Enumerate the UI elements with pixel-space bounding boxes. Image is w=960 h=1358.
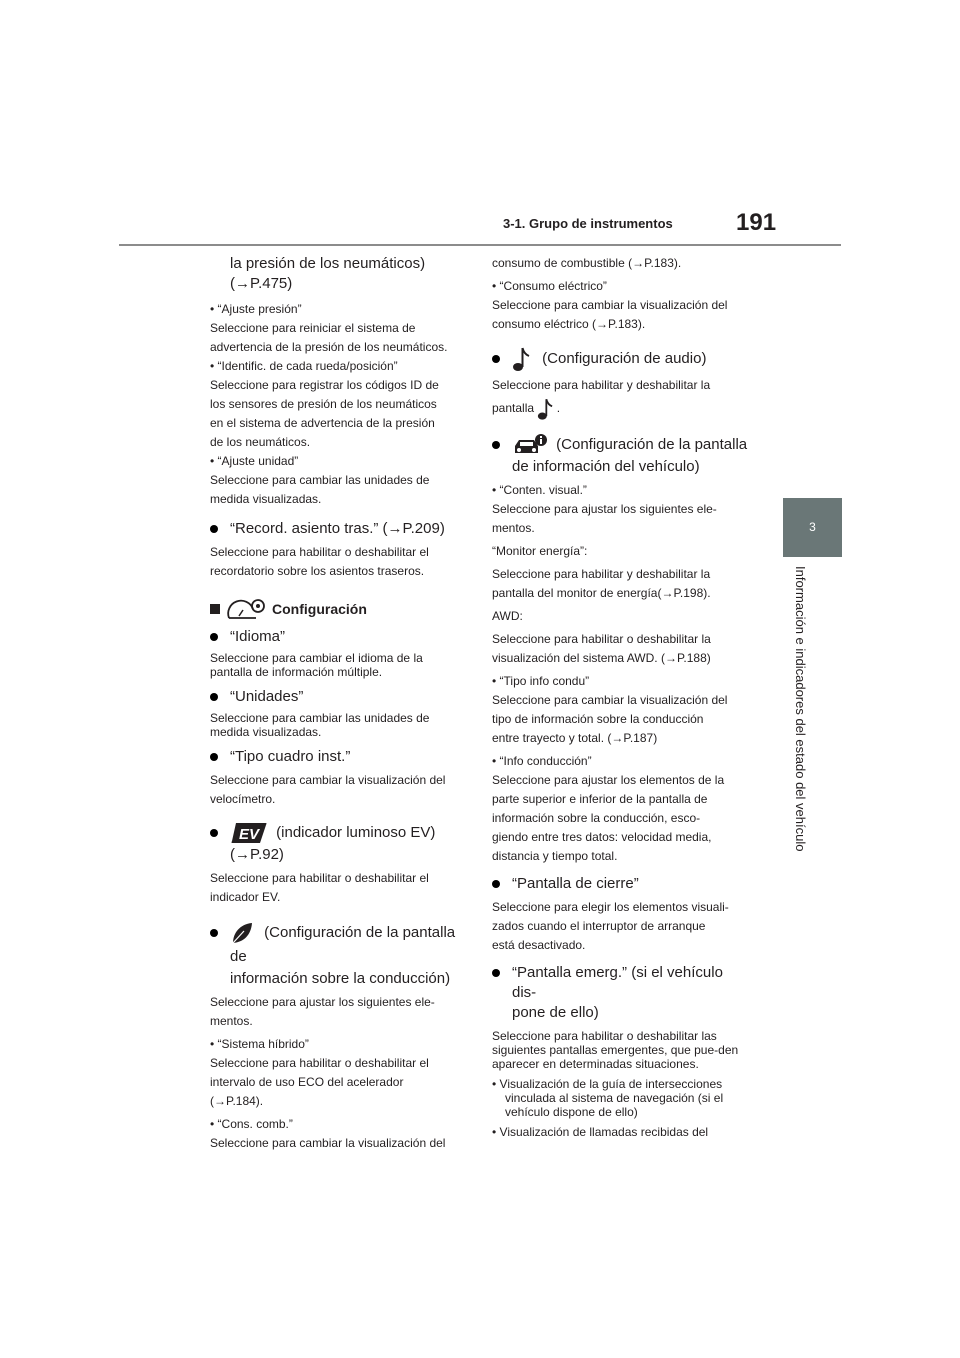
bullet-label: • “Conten. visual.”	[492, 483, 587, 498]
body-text: Seleccione para cambiar la visualización del	[210, 773, 446, 787]
body-text: Seleccione para cambiar el idioma de la pantalla de información múltiple.	[210, 651, 423, 679]
svg-text:EV: EV	[239, 826, 260, 844]
bullet-heading-ev: EV (indicador luminoso EV)	[210, 821, 468, 845]
bullet-dot-icon	[210, 929, 218, 937]
bullet-dot-icon	[492, 880, 500, 888]
bullet-dot-icon	[492, 355, 500, 363]
bullet-heading: “Tipo cuadro inst.”	[210, 747, 468, 767]
music-note-icon	[537, 397, 553, 421]
body-text: Seleccione para ajustar los elementos de la	[492, 773, 725, 788]
body-text: Seleccione para cambiar la visualización del	[210, 1136, 446, 1151]
bullet-heading-audio: (Configuración de audio)	[492, 346, 750, 372]
body-text: información sobre la conducción, esco-	[492, 811, 701, 826]
bullet-heading-cont: información sobre la conducción)	[230, 970, 451, 988]
bullet-label: • “Consumo eléctrico”	[492, 279, 607, 293]
bullet-label: • “Sistema híbrido”	[210, 1037, 309, 1052]
body-text: tipo de información sobre la conducción	[492, 712, 704, 727]
body-text: Seleccione para habilitar o deshabilitar las siguientes pantallas emergentes, que pue-den aparecer en determinadas situaciones.	[492, 1029, 739, 1072]
body-text: mentos.	[210, 1014, 253, 1029]
bullet-heading: “Record. asiento tras.” (→P.209)	[210, 519, 468, 539]
bullet-dot-icon	[210, 829, 218, 837]
body-text: Seleccione para habilitar o deshabilitar el	[210, 871, 429, 886]
body-text: Seleccione para cambiar la visualización del	[492, 298, 728, 312]
body-text: Seleccione para habilitar y deshabilitar la	[492, 567, 711, 582]
chapter-tab: 3	[783, 498, 842, 557]
right-column	[492, 254, 750, 1139]
body-text: los sensores de presión de los neumáticos	[210, 397, 437, 411]
bullet-heading-cont: de información del vehículo)	[512, 458, 700, 476]
body-text: Seleccione para cambiar la visualización del	[492, 693, 728, 708]
body-text: mentos.	[492, 521, 535, 536]
continued-heading-ref: (→P.475)	[230, 275, 293, 292]
body-text: consumo de combustible (→P.183).	[492, 256, 682, 270]
chapter-title: Información e indicadores del estado del vehículo	[793, 566, 808, 852]
bullet-heading-vehicle: (Configuración de la pantalla	[492, 433, 750, 457]
body-text: zados cuando el interruptor de arranque	[492, 919, 706, 934]
bullet-heading-ref: (→P.92)	[230, 846, 284, 864]
body-text: Seleccione para reiniciar el sistema de	[210, 321, 416, 335]
bullet-heading: “Idioma”	[210, 627, 468, 647]
sub-label: AWD:	[492, 609, 523, 624]
body-text: (→P.184).	[210, 1094, 264, 1109]
bullet-label: • “Info conducción”	[492, 754, 592, 769]
body-text: parte superior e inferior de la pantalla de	[492, 792, 708, 807]
bullet-dot-icon	[210, 633, 218, 641]
body-text: Seleccione para habilitar o deshabilitar el	[210, 545, 429, 559]
body-text: distancia y tiempo total.	[492, 849, 618, 864]
bullet-label: • Visualización de llamadas recibidas del	[492, 1125, 709, 1140]
bullet-dot-icon	[492, 441, 500, 449]
bullet-dot-icon	[210, 525, 218, 533]
music-note-icon	[512, 346, 530, 372]
body-text: visualización del sistema AWD. (→P.188)	[492, 651, 711, 666]
bullet-label: • “Tipo info condu”	[492, 674, 590, 689]
body-text: Seleccione para ajustar los siguientes ele-	[210, 995, 435, 1010]
page-number: 191	[736, 209, 777, 236]
body-text: giendo entre tres datos: velocidad media,	[492, 830, 712, 845]
bullet-label: • “Cons. comb.”	[210, 1117, 293, 1132]
body-text: en el sistema de advertencia de la presión	[210, 416, 435, 430]
body-text: velocímetro.	[210, 792, 276, 806]
bullet-heading: “Pantalla emerg.” (si el vehículo dis-	[492, 963, 750, 1003]
bullet-heading: “Unidades”	[210, 687, 468, 707]
bullet-dot-icon	[210, 693, 218, 701]
ev-icon	[230, 821, 268, 845]
body-text: pantalla del monitor de energía(→P.198).	[492, 586, 711, 601]
bullet-heading-eco: (Configuración de la pantalla de	[210, 921, 468, 969]
body-text: Seleccione para habilitar y deshabilitar la	[492, 378, 711, 393]
body-text: entre trayecto y total. (→P.187)	[492, 731, 658, 746]
section-heading-configuracion: Configuración	[210, 597, 468, 621]
continued-heading: la presión de los neumáticos)	[230, 255, 426, 272]
section-title: 3-1. Grupo de instrumentos	[503, 216, 673, 231]
body-text: está desactivado.	[492, 938, 586, 953]
body-text: Seleccione para habilitar o deshabilitar la	[492, 632, 711, 647]
body-text: Seleccione para cambiar las unidades de	[210, 473, 430, 487]
bullet-label: • “Identific. de cada rueda/posición”	[210, 359, 398, 373]
bullet-dot-icon	[210, 753, 218, 761]
leaf-icon	[230, 921, 254, 945]
bullet-label: • Visualización de la guía de intersecciones vinculada al sistema de navegación (si el vehículo dispone de ello)	[492, 1077, 724, 1120]
body-text: medida visualizadas.	[210, 492, 322, 506]
sub-label: “Monitor energía”:	[492, 544, 588, 559]
car-info-icon	[512, 433, 548, 457]
body-text: recordatorio sobre los asientos traseros.	[210, 564, 425, 578]
square-bullet-icon	[210, 604, 220, 614]
body-text: indicador EV.	[210, 890, 281, 905]
header-rule	[119, 244, 841, 246]
body-text: Seleccione para habilitar o deshabilitar el	[210, 1056, 429, 1071]
left-column	[210, 254, 468, 1153]
bullet-label: • “Ajuste presión”	[210, 302, 302, 316]
bullet-dot-icon	[492, 969, 500, 977]
bullet-label: • “Ajuste unidad”	[210, 454, 299, 468]
body-text: intervalo de uso ECO del acelerador	[210, 1075, 404, 1090]
bullet-heading-cont: pone de ello)	[512, 1004, 599, 1022]
body-text: consumo eléctrico (→P.183).	[492, 317, 646, 331]
body-text: Seleccione para cambiar las unidades de medida visualizadas.	[210, 711, 430, 739]
gauge-settings-icon	[226, 597, 266, 621]
body-text: Seleccione para registrar los códigos ID de	[210, 378, 439, 392]
body-text: pantalla .	[492, 395, 750, 421]
body-text: de los neumáticos.	[210, 435, 311, 449]
bullet-heading: “Pantalla de cierre”	[492, 874, 750, 894]
body-text: Seleccione para ajustar los siguientes ele-	[492, 502, 717, 517]
body-text: Seleccione para elegir los elementos visuali-	[492, 900, 729, 915]
body-text: advertencia de la presión de los neumáticos.	[210, 340, 448, 354]
